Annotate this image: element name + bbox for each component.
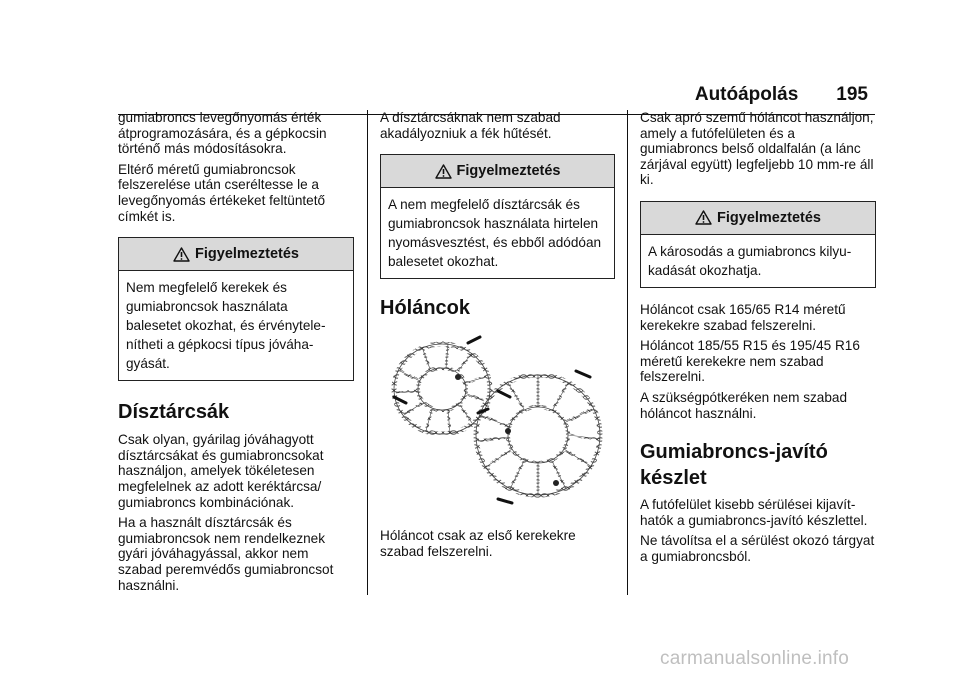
warning-header <box>119 238 353 271</box>
warning-title: Figyelmeztetés <box>195 246 299 263</box>
paragraph: A futófelület kisebb sérülései kijavít-hatók a gumiabroncs-javító készlettel. <box>640 497 868 528</box>
page-header <box>368 84 868 106</box>
warning-box <box>118 237 354 381</box>
paragraph: Ne távolítsa el a sérülést okozó tárgyat a gumiabroncsból. <box>640 533 875 564</box>
warning-title: Figyelmeztetés <box>456 163 561 180</box>
warning-triangle-icon <box>695 210 712 225</box>
paragraph: gumiabroncs levegőnyomás érték átprogramozására, és a gépkocsin történő más módosításokra. <box>118 110 327 157</box>
snow-chain-illustration <box>380 331 615 509</box>
warning-text: Nem megfelelő kerekek és gumiabroncsok használata balesetet okozhat, és érvénytele-nítheti a gépkocsi típus jóváha-gyását. <box>126 280 326 372</box>
column-2 <box>380 110 615 564</box>
paragraph: Eltérő méretű gumiabroncsok felszerelése után cseréltesse le a levegőnyomás értékeket feltüntető címkét is. <box>118 161 326 224</box>
paragraph: Csak apró szemű hóláncot használjon, amely a futófelületen és a gumiabroncs belső oldalfalán (a lánc zárjával együtt) legfeljebb 10 mm-re áll ki. <box>640 110 874 188</box>
warning-text: A nem megfelelő dísztárcsák és gumiabroncsok használata hirtelen nyomásvesztést, és ebből adódóan balesetet okozhat. <box>388 197 602 270</box>
warning-text: A károsodás a gumiabroncs kilyu-kadását okozhatja. <box>648 243 852 278</box>
paragraph: Hóláncot csak az első kerekekre szabad felszerelni. <box>380 528 576 559</box>
paragraph: Hóláncot 185/55 R15 és 195/45 R16 méretű kerekekre nem szabad felszerelni. <box>640 338 860 385</box>
paragraph: A szükségpótkeréken nem szabad hóláncot használni. <box>640 389 848 421</box>
paragraph: Ha a használt dísztárcsák és gumiabroncsok nem rendelkeznek gyári jóváhagyással, akkor nem szabad peremvédős gumiabroncsot használni. <box>118 515 334 593</box>
warning-triangle-icon <box>435 164 452 179</box>
watermark: carmanualsonline.info <box>660 648 850 669</box>
section-title: Autóápolás <box>694 84 799 105</box>
section-heading: Dísztárcsák <box>118 401 230 424</box>
paragraph: Hóláncot csak 165/65 R14 méretű kerekekre szabad felszerelni. <box>640 301 846 333</box>
page-number: 195 <box>836 84 868 105</box>
paragraph: Csak olyan, gyárilag jóváhagyott dísztárcsákat és gumiabroncsokat használjon, amelyek tökéletesen megfelelnek az adott keréktárcsa/ gumiabroncs kombinációnak. <box>118 432 324 510</box>
warning-title: Figyelmeztetés <box>717 209 821 226</box>
column-divider-1 <box>367 110 368 595</box>
section-heading: Hóláncok <box>380 297 471 320</box>
column-1 <box>118 110 354 598</box>
warning-triangle-icon <box>173 247 190 262</box>
paragraph: A dísztárcsáknak nem szabad akadályozniuk a fék hűtését. <box>380 110 561 141</box>
section-heading: Gumiabroncs-javító készlet <box>640 441 828 490</box>
warning-header <box>641 202 875 235</box>
warning-header <box>381 155 614 188</box>
warning-box <box>380 154 615 279</box>
column-3 <box>640 110 876 570</box>
column-divider-2 <box>627 110 628 595</box>
warning-box <box>640 201 876 288</box>
